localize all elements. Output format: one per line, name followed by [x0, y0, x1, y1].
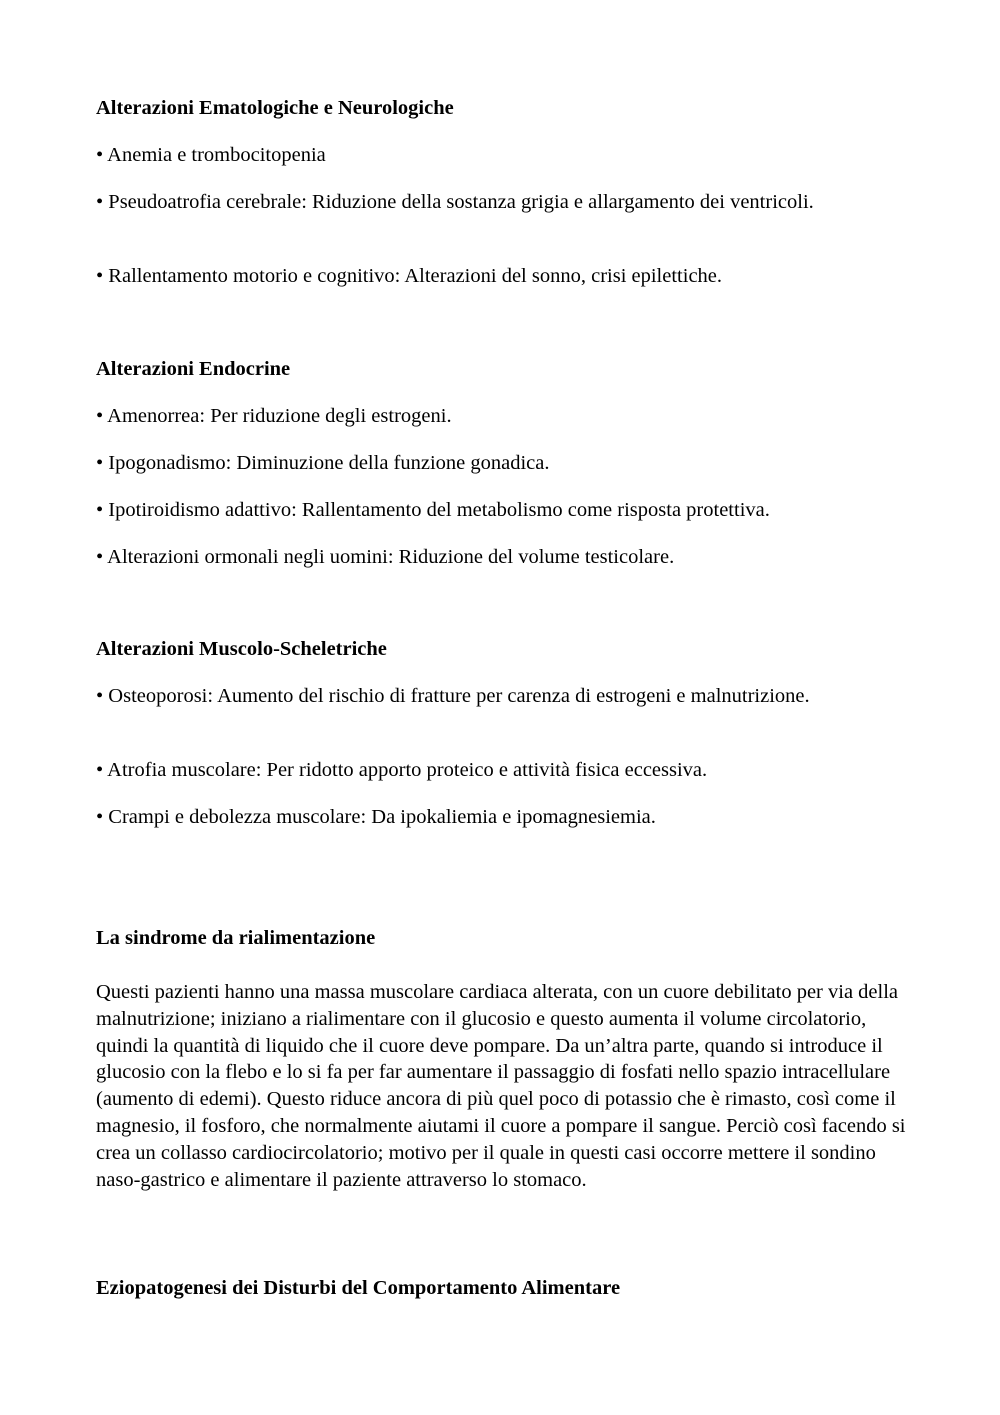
- list-item: • Rallentamento motorio e cognitivo: Alterazioni del sonno, crisi epilettiche.: [96, 265, 723, 287]
- list-item: • Ipogonadismo: Diminuzione della funzione gonadica.: [96, 452, 550, 474]
- heading-eziopatogenesi: Eziopatogenesi dei Disturbi del Comportamento Alimentare: [96, 1277, 621, 1299]
- list-item: • Pseudoatrofia cerebrale: Riduzione della sostanza grigia e allargamento dei ventricoli.: [96, 191, 814, 213]
- heading-rialimentazione: La sindrome da rialimentazione: [96, 927, 376, 949]
- list-item: • Osteoporosi: Aumento del rischio di fratture per carenza di estrogeni e malnutrizione.: [96, 685, 810, 707]
- list-item: • Alterazioni ormonali negli uomini: Riduzione del volume testicolare.: [96, 546, 675, 568]
- list-item: • Anemia e trombocitopenia: [96, 144, 326, 166]
- list-item: • Ipotiroidismo adattivo: Rallentamento del metabolismo come risposta protettiva.: [96, 499, 770, 521]
- list-item: • Crampi e debolezza muscolare: Da ipokaliemia e ipomagnesiemia.: [96, 806, 656, 828]
- heading-ematologiche: Alterazioni Ematologiche e Neurologiche: [96, 97, 454, 119]
- list-item: • Atrofia muscolare: Per ridotto apporto proteico e attività fisica eccessiva.: [96, 759, 708, 781]
- heading-endocrine: Alterazioni Endocrine: [96, 358, 291, 380]
- heading-muscolo: Alterazioni Muscolo-Scheletriche: [96, 638, 387, 660]
- list-item: • Amenorrea: Per riduzione degli estrogeni.: [96, 405, 452, 427]
- body-paragraph: Questi pazienti hanno una massa muscolare cardiaca alterata, con un cuore debilitato per via della malnutrizione; iniziano a rialimentare con il glucosio e questo aumenta il volume circolatorio, quindi la quantità di liquido che il cuore deve pompare. Da un’altra parte, quando si introduce il glucosio con la flebo e lo si fa per far aumentare il passaggio di fosfati nello spazio intracellulare (aumento di edemi). Questo riduce ancora di più quel poco di potassio che è rimasto, così come il magnesio, il fosforo, che normalmente aiutami il cuore a pompare il sangue. Perciò così facendo si crea un collasso cardiocircolatorio; motivo per il quale in questi casi occorre mettere il sondino naso-gastrico e alimentare il paziente attraverso lo stomaco.: [96, 981, 906, 1191]
